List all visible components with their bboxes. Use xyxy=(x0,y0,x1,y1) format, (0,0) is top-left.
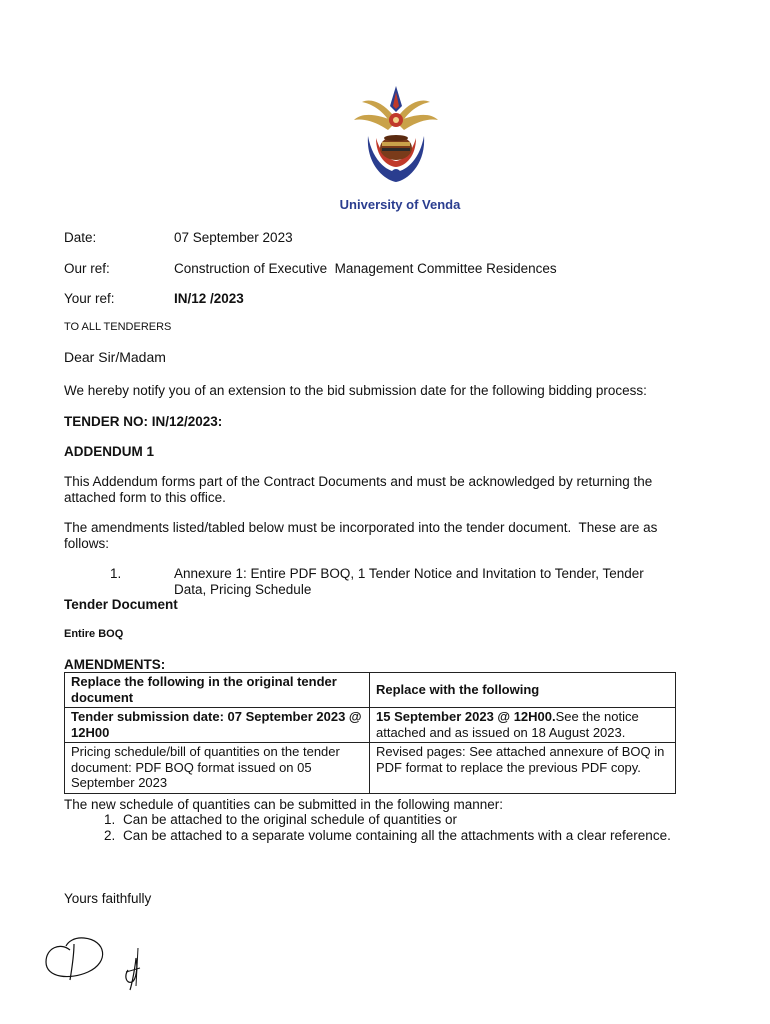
tender-number: TENDER NO: IN/12/2023: xyxy=(64,414,223,429)
entire-boq-heading: Entire BOQ xyxy=(64,628,124,640)
sign-off: Yours faithfully xyxy=(64,891,152,906)
our-ref-value: Construction of Executive Management Committee Residences xyxy=(174,261,557,276)
new-date-text: 15 September 2023 @ 12H00. xyxy=(376,709,556,724)
list-item: 2. Can be attached to a separate volume containing all the attachments with a clear reference. xyxy=(119,828,719,844)
submission-options-list xyxy=(64,812,719,844)
table-row xyxy=(65,743,676,794)
list-item-number: 1. xyxy=(110,566,122,581)
table-cell: Pricing schedule/bill of quantities on the tender document: PDF BOQ format issued on 05 September 2023 xyxy=(65,743,370,794)
notice-text: See the notice attached and as issued on 18 August 2023. xyxy=(376,709,639,740)
table-cell xyxy=(370,708,676,743)
schedule-intro: The new schedule of quantities can be submitted in the following manner: xyxy=(64,797,504,812)
addendum-title: ADDENDUM 1 xyxy=(64,444,155,459)
table-header-row xyxy=(65,673,676,708)
amendments-table xyxy=(64,672,676,794)
addendum-text-line1: This Addendum forms part of the Contract Documents and must be acknowledged by returning the xyxy=(64,474,653,489)
to-all-tenderers: TO ALL TENDERERS xyxy=(64,321,172,333)
our-ref-label: Our ref: xyxy=(64,261,110,276)
institution-name: University of Venda xyxy=(339,197,461,212)
your-ref-label: Your ref: xyxy=(64,291,115,306)
notify-text: We hereby notify you of an extension to the bid submission date for the following bidding process: xyxy=(64,383,647,398)
amendments-text-line1: The amendments listed/tabled below must be incorporated into the tender document. These are as xyxy=(64,520,658,535)
university-logo xyxy=(348,84,444,194)
tender-document-heading: Tender Document xyxy=(64,597,178,612)
amendments-text-line2: follows: xyxy=(64,536,110,551)
your-ref-value: IN/12 /2023 xyxy=(174,291,244,306)
amendments-title: AMENDMENTS: xyxy=(64,657,166,672)
addendum-text-line2: attached form to this office. xyxy=(64,490,226,505)
list-item-text-line2: Data, Pricing Schedule xyxy=(174,582,312,597)
list-item-text-line1: Annexure 1: Entire PDF BOQ, 1 Tender Notice and Invitation to Tender, Tender xyxy=(174,566,644,581)
date-value: 07 September 2023 xyxy=(174,230,293,245)
signature-image xyxy=(40,928,160,992)
list-item: 1. Can be attached to the original schedule of quantities or xyxy=(119,812,719,828)
table-row xyxy=(65,708,676,743)
table-header-right: Replace with the following xyxy=(370,673,676,708)
table-cell: Revised pages: See attached annexure of BOQ in PDF format to replace the previous PDF copy. xyxy=(370,743,676,794)
table-header-left: Replace the following in the original tender document xyxy=(65,673,370,708)
date-label: Date: xyxy=(64,230,97,245)
salutation: Dear Sir/Madam xyxy=(64,349,166,365)
table-cell: Tender submission date: 07 September 2023 @ 12H00 xyxy=(65,708,370,743)
